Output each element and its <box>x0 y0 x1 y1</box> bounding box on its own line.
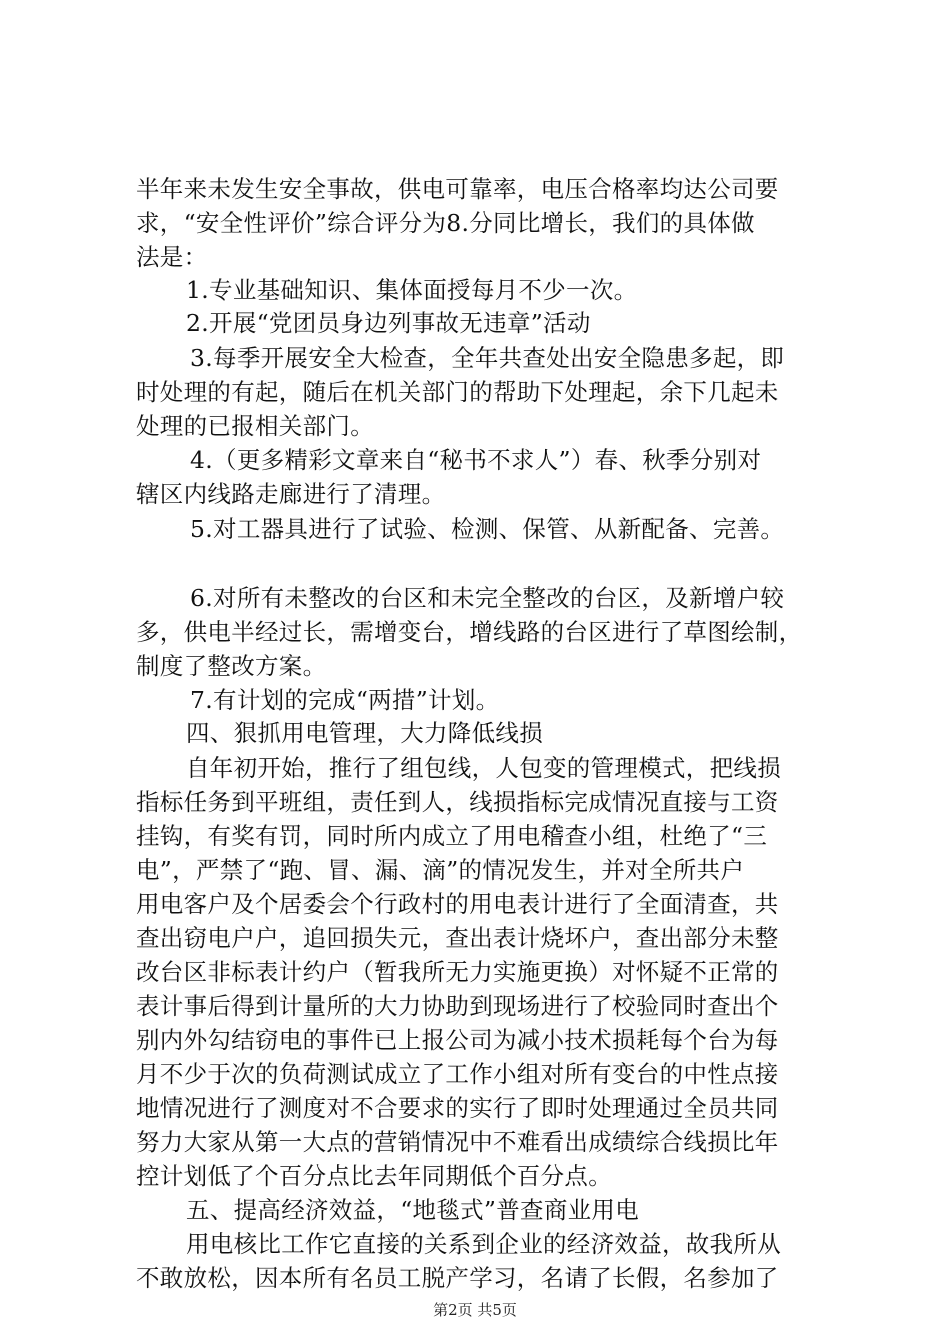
body-text-line: 时处理的有起，随后在机关部门的帮助下处理起，余下几起未 <box>136 378 779 406</box>
body-text-line: 辖区内线路走廊进行了清理。 <box>136 480 446 508</box>
body-text-line: 改台区非标表计约户（暂我所无力实施更换）对怀疑不正常的 <box>136 958 779 986</box>
body-text-line: 表计事后得到计量所的大力协助到现场进行了校验同时查出个 <box>136 992 779 1020</box>
body-text-line: 用电核比工作它直接的关系到企业的经济效益，故我所从 <box>186 1230 781 1258</box>
body-text-line: 挂钩，有奖有罚，同时所内成立了用电稽查小组，杜绝了“三 <box>136 822 768 850</box>
body-text-line: 电”，严禁了“跑、冒、漏、滴”的情况发生，并对全所共户 <box>136 856 745 884</box>
body-text-line: 指标任务到平班组，责任到人，线损指标完成情况直接与工资 <box>136 788 779 816</box>
list-item-6: 6.对所有未整改的台区和未完全整改的台区，及新增户较 <box>190 584 785 612</box>
body-text-line: 控计划低了个百分点比去年同期低个百分点。 <box>136 1162 612 1190</box>
body-text-line: 地情况进行了测度对不合要求的实行了即时处理通过全员共同 <box>136 1094 779 1122</box>
body-text-line: 不敢放松，因本所有名员工脱产学习，名请了长假，名参加了 <box>136 1264 779 1292</box>
body-text-line: 月不少于次的负荷测试成立了工作小组对所有变台的中性点接 <box>136 1060 779 1088</box>
body-text-line: 处理的已报相关部门。 <box>136 412 374 440</box>
body-text-line: 努力大家从第一大点的营销情况中不难看出成绩综合线损比年 <box>136 1128 779 1156</box>
body-text-line: 自年初开始，推行了组包线，人包变的管理模式，把线损 <box>186 754 781 782</box>
body-text-line: 制度了整改方案。 <box>136 652 327 680</box>
page-footer: 第2页 共5页 <box>433 1301 517 1319</box>
list-item-7: 7.有计划的完成“两措”计划。 <box>190 686 500 714</box>
list-item-3: 3.每季开展安全大检查，全年共查处出安全隐患多起，即 <box>190 344 785 372</box>
body-text-line: 法是： <box>136 243 208 271</box>
section-heading-4: 四、狠抓用电管理，大力降低线损 <box>186 719 543 747</box>
body-text-line: 查出窃电户户，追回损失元，查出表计烧坏户，查出部分未整 <box>136 924 779 952</box>
body-text-line: 用电客户及个居委会个行政村的用电表计进行了全面清查，共 <box>136 890 779 918</box>
body-text-line: 别内外勾结窃电的事件已上报公司为减小技术损耗每个台为每 <box>136 1026 779 1054</box>
list-item-1: 1.专业基础知识、集体面授每月不少一次。 <box>186 276 638 304</box>
body-text-line: 半年来未发生安全事故，供电可靠率，电压合格率均达公司要 <box>136 175 779 203</box>
body-text-line: 求，“安全性评价”综合评分为8.分同比增长，我们的具体做 <box>136 209 755 237</box>
list-item-4: 4.（更多精彩文章来自“秘书不求人”）春、秋季分别对 <box>190 446 762 474</box>
list-item-2: 2.开展“党团员身边列事故无违章”活动 <box>186 309 591 337</box>
section-heading-5: 五、提高经济效益，“地毯式”普查商业用电 <box>186 1196 640 1224</box>
body-text-line: 多，供电半经过长，需增变台，增线路的台区进行了草图绘制， <box>136 618 803 646</box>
list-item-5: 5.对工器具进行了试验、检测、保管、从新配备、完善。 <box>190 515 785 543</box>
